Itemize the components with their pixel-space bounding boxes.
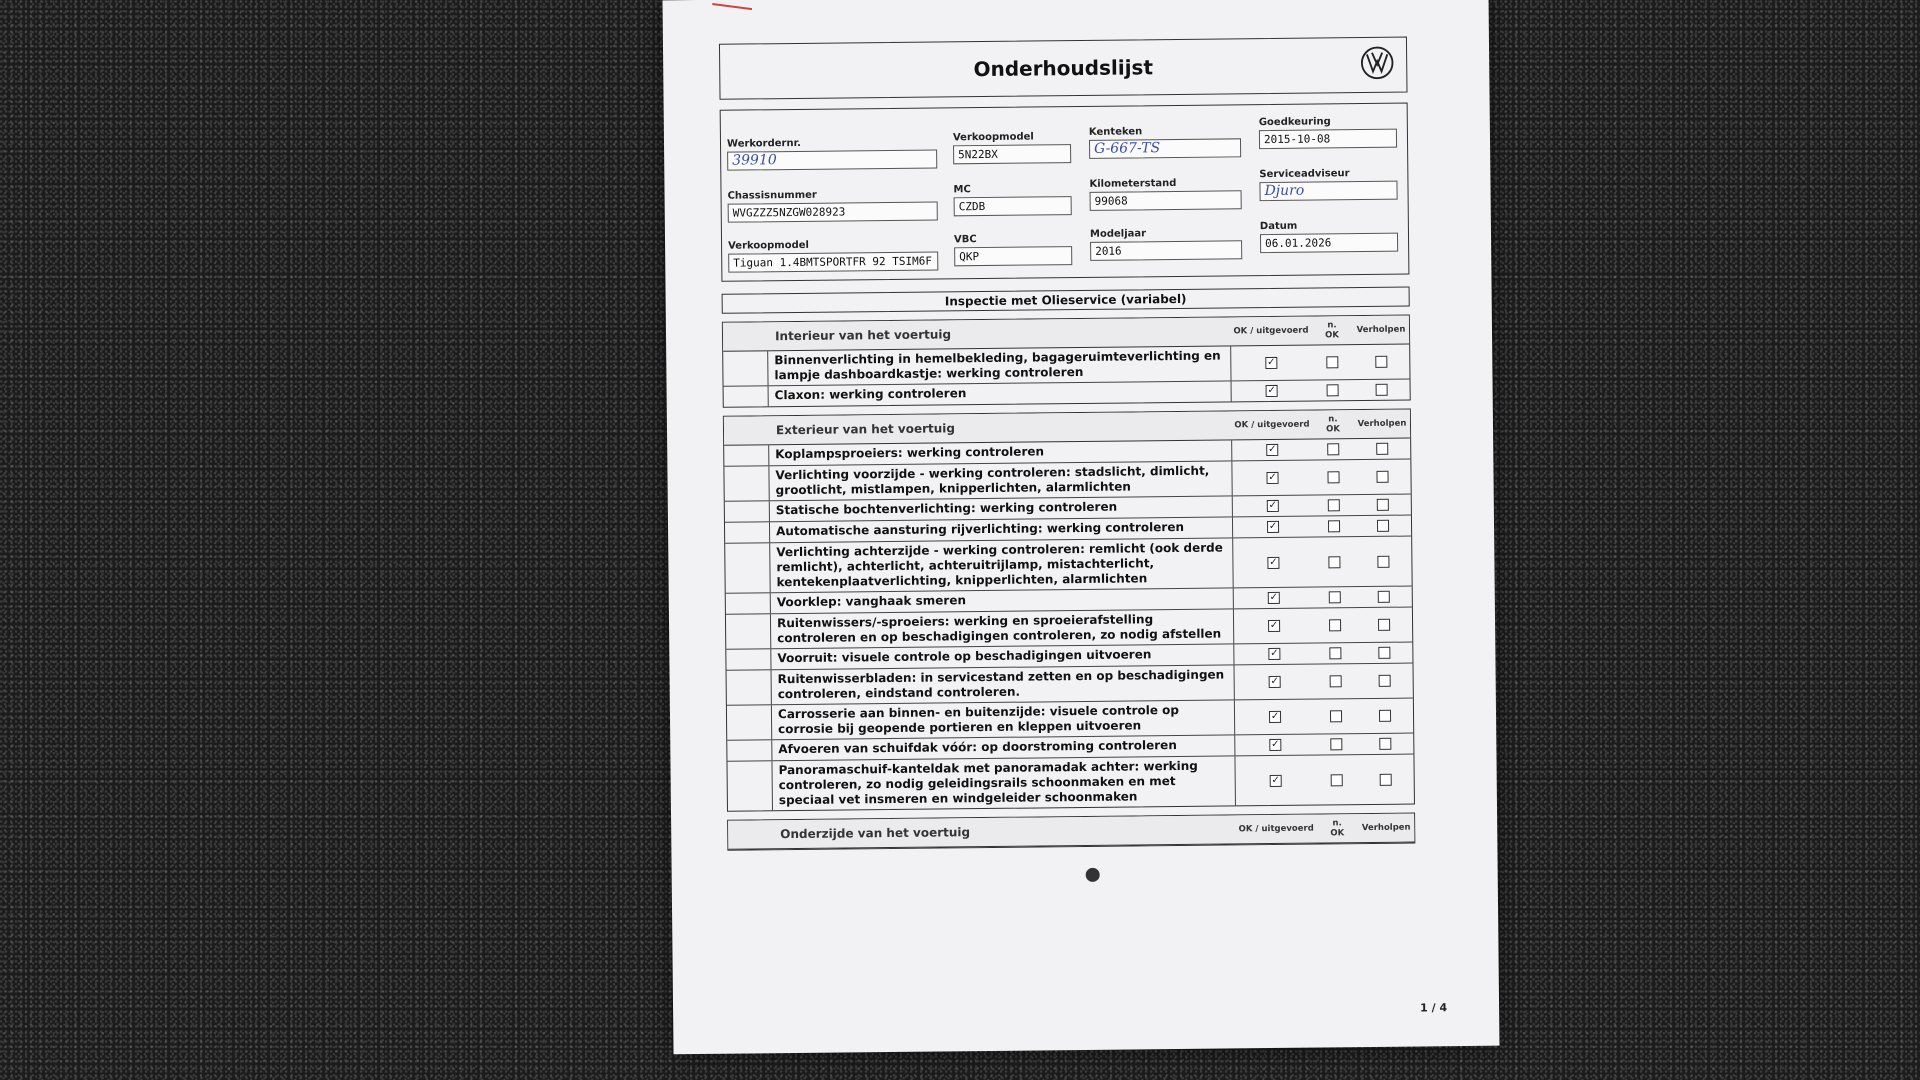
column-verholpen-header: Verholpen — [1356, 324, 1406, 336]
nok-checkbox[interactable] — [1328, 556, 1340, 568]
nok-checkbox-cell — [1314, 608, 1356, 642]
row-spacer — [725, 522, 770, 542]
checkmark-icon: ✓ — [1270, 675, 1279, 688]
ok-checkbox-cell — [1231, 346, 1311, 381]
ok-checkbox-cell — [1234, 665, 1314, 700]
page-title: Onderhoudslijst — [973, 55, 1154, 82]
verholpen-checkbox[interactable] — [1377, 555, 1389, 567]
verholpen-checkbox[interactable] — [1378, 619, 1390, 631]
ok-checkbox[interactable] — [1270, 774, 1282, 786]
checklist-row — [725, 537, 1411, 594]
mc-value: CZDB — [954, 196, 1072, 216]
verholpen-checkbox-cell — [1356, 643, 1412, 664]
verholpen-checkbox-cell — [1355, 516, 1411, 537]
mc-label: MC — [953, 184, 971, 196]
checkmark-icon: ✓ — [1270, 710, 1280, 723]
datum-field — [1260, 220, 1398, 253]
verholpen-checkbox-cell — [1356, 608, 1412, 643]
column-ok-header: OK / uitgevoerd — [1233, 325, 1309, 337]
row-description: Voorruit: visuele controle op beschadigingen uitvoeren — [771, 644, 1234, 669]
verholpen-checkbox-cell — [1354, 460, 1410, 495]
werkordernr-label: Werkordernr. — [726, 137, 801, 150]
pen-mark — [712, 0, 753, 10]
verholpen-checkbox-cell — [1357, 734, 1413, 755]
verholpen-checkbox[interactable] — [1380, 773, 1392, 785]
kilometerstand-field — [1089, 177, 1241, 211]
kilometerstand-value: 99068 — [1090, 190, 1242, 211]
row-spacer — [724, 386, 769, 406]
checklist-sections — [722, 315, 1416, 851]
verholpen-checkbox[interactable] — [1379, 675, 1391, 687]
vbc-label: VBC — [953, 234, 977, 246]
nok-checkbox-cell — [1313, 537, 1356, 586]
row-description: Verlichting achterzijde - werking controleren: remlicht (ook derde remlicht), achterlicht, achteruitrijlamp, mistachterlicht, kentekenplaatverlichting, knipperlichten, alarmlichten — [770, 538, 1233, 592]
row-description: Claxon: werking controleren — [769, 381, 1232, 406]
nok-checkbox-cell — [1314, 587, 1356, 607]
nok-checkbox[interactable] — [1326, 356, 1338, 368]
ok-checkbox-cell — [1235, 700, 1315, 735]
column-verholpen-header: Verholpen — [1361, 822, 1411, 834]
ok-checkbox-cell — [1235, 735, 1315, 756]
checkmark-icon: ✓ — [1267, 356, 1276, 369]
nok-checkbox-cell — [1312, 439, 1354, 459]
kilometerstand-label: Kilometerstand — [1089, 177, 1177, 190]
ok-checkbox[interactable] — [1269, 739, 1281, 751]
verkoopmodel-label: Verkoopmodel — [728, 239, 809, 252]
column-ok-header: OK / uitgevoerd — [1238, 823, 1314, 835]
datum-label: Datum — [1259, 220, 1298, 233]
nok-checkbox-cell — [1311, 345, 1353, 379]
row-spacer — [725, 543, 771, 592]
row-description: Automatische aansturing rijverlichting: werking controleren — [770, 517, 1233, 542]
nok-checkbox-cell — [1315, 734, 1357, 754]
checkmark-icon: ✓ — [1271, 774, 1280, 786]
checkmark-icon: ✓ — [1268, 499, 1278, 512]
verkoopmodel-field — [728, 238, 938, 272]
goedkeuring-field — [1259, 116, 1397, 149]
kenteken-field — [1089, 125, 1241, 159]
nok-checkbox[interactable] — [1331, 774, 1343, 786]
row-spacer — [724, 466, 769, 500]
verholpen-checkbox[interactable] — [1377, 499, 1389, 511]
ok-checkbox[interactable] — [1267, 556, 1279, 568]
row-spacer — [723, 351, 768, 385]
vw-logo-icon — [1360, 46, 1394, 80]
column-nok-header: n. OK — [1326, 414, 1340, 435]
verkoopmodel-code-field — [953, 131, 1071, 164]
ok-checkbox[interactable] — [1266, 385, 1278, 397]
row-spacer — [726, 649, 771, 669]
ok-checkbox-cell — [1235, 756, 1316, 806]
werkordernr-value: 39910 — [727, 149, 937, 170]
verkoopmodel-value: Tiguan 1.4BMTSPORTFR 92 TSIM6F — [728, 251, 938, 272]
nok-checkbox[interactable] — [1330, 710, 1342, 722]
row-spacer — [727, 761, 773, 810]
row-description: Afvoeren van schuifdak vóór: op doorstroming controleren — [772, 735, 1235, 760]
nok-checkbox[interactable] — [1329, 647, 1341, 659]
row-description: Binnenverlichting in hemelbekleding, bagageruimteverlichting en lampje dashboardkastje: werking controleren — [768, 346, 1231, 385]
verholpen-checkbox-cell — [1355, 495, 1411, 516]
verholpen-checkbox[interactable] — [1378, 647, 1390, 659]
row-spacer — [726, 614, 771, 648]
title-box — [719, 37, 1408, 100]
nok-checkbox-cell — [1313, 495, 1355, 515]
column-nok-header: n. OK — [1325, 320, 1340, 341]
checkmark-icon: ✓ — [1271, 738, 1280, 751]
verholpen-checkbox[interactable] — [1378, 591, 1390, 603]
section-header — [728, 814, 1414, 850]
column-nok-header: n. OK — [1330, 818, 1345, 839]
verholpen-checkbox[interactable] — [1376, 384, 1388, 396]
section-table — [727, 813, 1415, 851]
verholpen-checkbox-cell — [1353, 345, 1409, 380]
section-name: Interieur van het voertuig — [774, 327, 952, 344]
checkmark-icon: ✓ — [1268, 471, 1277, 484]
verholpen-checkbox-cell — [1356, 664, 1412, 699]
row-description: Verlichting voorzijde - werking controleren: stadslicht, dimlicht, grootlicht, mistlampen, knipperlichten, alarmlichten — [769, 461, 1232, 500]
nok-checkbox-cell — [1315, 699, 1357, 733]
goedkeuring-label: Goedkeuring — [1258, 116, 1331, 129]
ok-checkbox-cell — [1233, 496, 1313, 517]
row-description: Koplampsproeiers: werking controleren — [769, 440, 1232, 465]
row-description: Panoramaschuif-kanteldak met panoramadak achter: werking controleren, zo nodig geleidingsrails schoonmaken en met speciaal vet insmeren en windgeleider schoonmaken — [772, 756, 1235, 810]
row-description: Ruitenwisserbladen: in servicestand zetten en op beschadigingen controleren, eindstand controleren. — [772, 665, 1235, 704]
chassisnummer-value: WVGZZZ5NZGW028923 — [728, 201, 938, 222]
ok-checkbox[interactable] — [1266, 444, 1278, 456]
verholpen-checkbox-cell — [1354, 439, 1410, 460]
row-spacer — [727, 740, 772, 760]
verholpen-checkbox-cell — [1354, 380, 1410, 401]
chassisnummer-field — [728, 188, 938, 222]
nok-checkbox-cell — [1312, 380, 1354, 400]
checkmark-icon: ✓ — [1269, 619, 1279, 632]
checklist-row — [727, 755, 1413, 811]
ok-checkbox-cell — [1234, 609, 1314, 644]
nok-checkbox-cell — [1312, 460, 1354, 494]
serviceadviseur-field — [1259, 168, 1397, 201]
verholpen-checkbox-cell — [1356, 587, 1412, 608]
checkmark-icon: ✓ — [1269, 556, 1278, 568]
nok-checkbox[interactable] — [1330, 738, 1342, 750]
nok-checkbox[interactable] — [1328, 499, 1340, 511]
row-description: Ruitenwissers/-sproeiers: werking en sproeierafstelling controleren en op beschadigingen controleren, zo nodig afstellen — [771, 609, 1234, 648]
ok-checkbox[interactable] — [1267, 521, 1279, 533]
mc-field — [953, 183, 1071, 216]
ok-checkbox[interactable] — [1265, 357, 1277, 369]
verholpen-checkbox[interactable] — [1377, 520, 1389, 532]
ok-checkbox-cell — [1232, 440, 1312, 461]
page-number: 1 / 4 — [1420, 1001, 1448, 1015]
chassisnummer-label: Chassisnummer — [727, 189, 817, 202]
modeljaar-label: Modeljaar — [1089, 228, 1147, 240]
section-name: Onderzijde van het voertuig — [780, 825, 971, 842]
nok-checkbox[interactable] — [1328, 520, 1340, 532]
vbc-value: QKP — [954, 246, 1072, 266]
ok-checkbox[interactable] — [1266, 472, 1278, 484]
modeljaar-field — [1090, 227, 1242, 261]
verholpen-checkbox-cell — [1357, 755, 1414, 805]
ok-checkbox[interactable] — [1269, 711, 1281, 723]
column-verholpen-header: Verholpen — [1357, 418, 1407, 430]
nok-checkbox-cell — [1314, 643, 1356, 663]
ok-checkbox-cell — [1233, 517, 1313, 538]
inspection-title: Inspectie met Olieservice (variabel) — [722, 287, 1410, 314]
verkoopmodel-code-value: 5N22BX — [953, 144, 1071, 164]
section-table — [723, 409, 1415, 812]
nok-checkbox[interactable] — [1329, 619, 1341, 631]
row-spacer — [725, 501, 770, 521]
nok-checkbox-cell — [1313, 516, 1355, 536]
ok-checkbox[interactable] — [1268, 592, 1280, 604]
ok-checkbox[interactable] — [1268, 620, 1280, 632]
section-table — [722, 315, 1411, 408]
serviceadviseur-value: Djuro — [1259, 181, 1397, 201]
verholpen-checkbox-cell — [1355, 537, 1412, 587]
kenteken-value: G-667-TS — [1089, 138, 1241, 159]
ok-checkbox[interactable] — [1267, 500, 1279, 512]
checkmark-icon: ✓ — [1268, 520, 1278, 533]
verholpen-checkbox[interactable] — [1379, 710, 1391, 722]
nok-checkbox[interactable] — [1327, 384, 1339, 396]
row-spacer — [727, 670, 772, 704]
verholpen-checkbox-cell — [1357, 699, 1413, 734]
vehicle-info-box — [720, 103, 1410, 282]
ok-checkbox-cell — [1232, 381, 1312, 402]
ink-dot — [1086, 868, 1100, 882]
verholpen-checkbox[interactable] — [1379, 738, 1391, 750]
checkmark-icon: ✓ — [1269, 591, 1279, 604]
nok-checkbox-cell — [1315, 755, 1358, 804]
checkmark-icon: ✓ — [1267, 443, 1277, 456]
vbc-field — [954, 233, 1072, 266]
kenteken-label: Kenteken — [1088, 126, 1143, 138]
nok-checkbox-cell — [1314, 664, 1356, 698]
verholpen-checkbox[interactable] — [1376, 471, 1388, 483]
nok-checkbox[interactable] — [1327, 471, 1339, 483]
checkmark-icon: ✓ — [1267, 384, 1276, 397]
nok-checkbox[interactable] — [1329, 591, 1341, 603]
checklist-paper — [663, 0, 1500, 1054]
paper-content — [719, 37, 1415, 851]
row-description: Statische bochtenverlichting: werking controleren — [770, 496, 1233, 521]
verholpen-checkbox[interactable] — [1376, 443, 1388, 455]
modeljaar-value: 2016 — [1090, 240, 1242, 261]
checkmark-icon: ✓ — [1270, 647, 1279, 660]
ok-checkbox-cell — [1232, 461, 1312, 496]
datum-value: 06.01.2026 — [1260, 233, 1398, 253]
ok-checkbox-cell — [1233, 538, 1314, 588]
row-spacer — [726, 593, 771, 613]
verkoopmodel-code-label: Verkoopmodel — [952, 131, 1034, 144]
row-spacer — [724, 445, 769, 465]
nok-checkbox[interactable] — [1330, 675, 1342, 687]
row-description: Carrosserie aan binnen- en buitenzijde: visuele controle op corrosie bij geopende portieren en kleppen uitvoeren — [772, 700, 1235, 739]
nok-checkbox[interactable] — [1327, 443, 1339, 455]
serviceadviseur-label: Serviceadviseur — [1259, 168, 1350, 181]
column-ok-header: OK / uitgevoerd — [1234, 419, 1310, 431]
ok-checkbox[interactable] — [1269, 676, 1281, 688]
goedkeuring-value: 2015-10-08 — [1259, 129, 1397, 149]
ok-checkbox-cell — [1234, 588, 1314, 609]
verholpen-checkbox[interactable] — [1375, 356, 1387, 368]
ok-checkbox-cell — [1234, 644, 1314, 665]
row-spacer — [727, 705, 772, 739]
row-description: Voorklep: vanghaak smeren — [771, 588, 1234, 613]
section-name: Exterieur van het voertuig — [775, 421, 956, 438]
ok-checkbox[interactable] — [1268, 648, 1280, 660]
werkordernr-field — [727, 136, 937, 170]
